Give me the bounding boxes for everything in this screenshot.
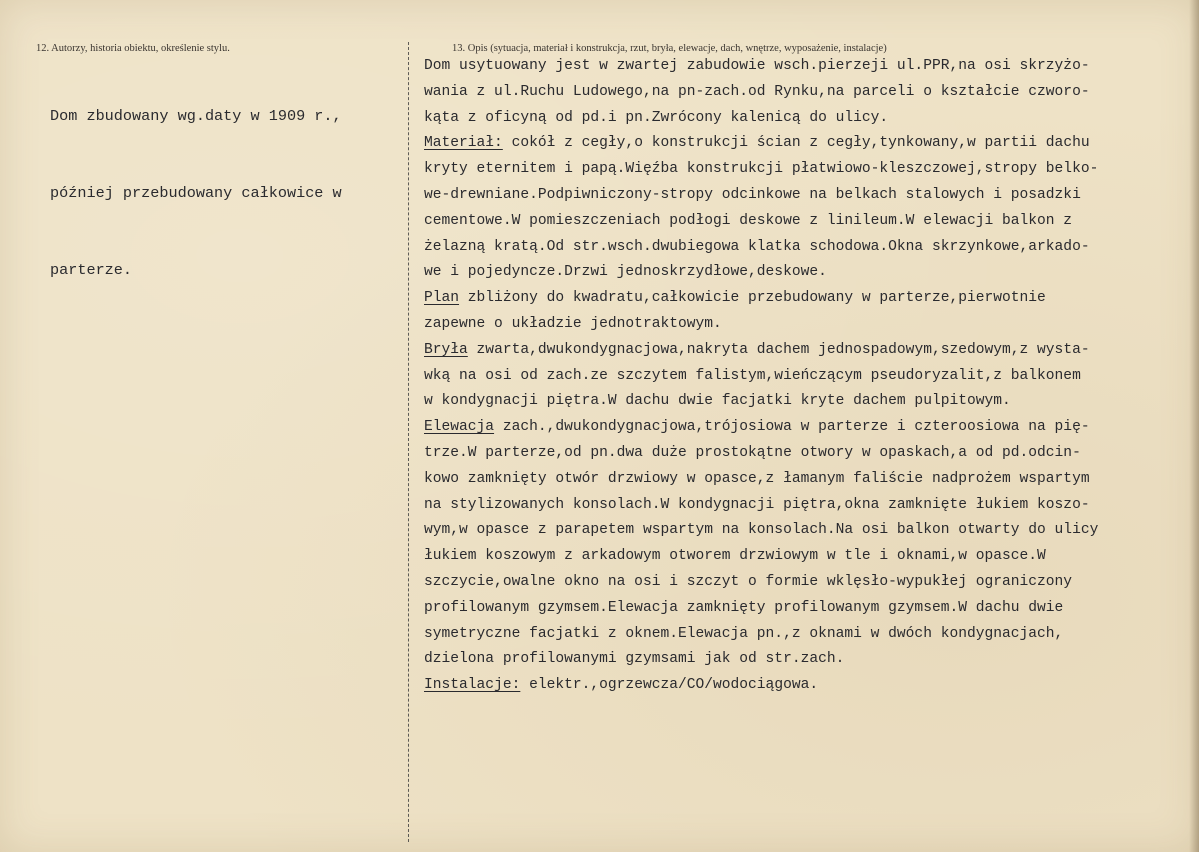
text-line — [424, 131, 1098, 157]
line-text: w kondygnacji piętra.W dachu dwie facjatki kryte dachem pulpitowym. — [424, 393, 1011, 410]
line-text: trze.W parterze,od pn.dwa duże prostokątne otwory w opaskach,a od pd.odcin- — [424, 444, 1081, 461]
text-line — [424, 286, 1098, 312]
text-line — [424, 622, 1098, 648]
text-line — [424, 364, 1098, 390]
line-text: wym,w opasce z parapetem wspartym na konsolach.Na osi balkon otwarty do ulicy — [424, 522, 1099, 539]
text-line — [424, 518, 1098, 544]
line-text: na stylizowanych konsolach.W kondygnacji piętra,okna zamknięte łukiem koszo- — [424, 496, 1090, 513]
text-line — [424, 570, 1098, 596]
text-line — [424, 544, 1098, 570]
column-divider — [408, 42, 409, 842]
line-text: kowo zamknięty otwór drzwiowy w opasce,z łamanym faliście nadprożem wspartym — [424, 470, 1090, 487]
section-12-body — [50, 52, 342, 336]
text-line — [424, 338, 1098, 364]
text-line — [424, 260, 1098, 286]
text-line — [424, 54, 1098, 80]
text-line — [424, 441, 1098, 467]
text-line — [424, 415, 1098, 441]
section-13-header: 13. Opis (sytuacja, materiał i konstrukcja, rzut, bryła, elewacje, dach, wnętrze, wyposażenie, instalacje) — [452, 43, 887, 54]
text-line: później przebudowany całkowice w — [50, 183, 342, 202]
text-line — [424, 106, 1098, 132]
section-12-header: 12. Autorzy, historia obiektu, określenie stylu. — [36, 43, 230, 54]
line-text: we i pojedyncze.Drzwi jednoskrzydłowe,deskowe. — [424, 264, 827, 281]
line-text: symetryczne facjatki z oknem.Elewacja pn.,z oknami w dwóch kondygnacjach, — [424, 625, 1064, 642]
text-line — [424, 596, 1098, 622]
line-text: dzielona profilowanymi gzymsami jak od str.zach. — [424, 651, 845, 668]
section-keyword: Plan — [424, 290, 460, 307]
line-text: zach.,dwukondygnacjowa,trójosiowa w parterze i czteroosiowa na pię- — [494, 419, 1090, 436]
text-line — [424, 157, 1098, 183]
line-text: szczycie,owalne okno na osi i szczyt o formie wklęsło-wypukłej ograniczony — [424, 573, 1073, 590]
line-text: łukiem koszowym z arkadowym otworem drzwiowym w tle i oknami,w opasce.W — [424, 548, 1046, 565]
line-text: wką na osi od zach.ze szczytem falistym,wieńczącym pseudoryzalit,z balkonem — [424, 367, 1081, 384]
text-line — [424, 80, 1098, 106]
text-line — [424, 209, 1098, 235]
line-text: zapewne o układzie jednotraktowym. — [424, 315, 722, 332]
text-line — [424, 389, 1098, 415]
text-line — [424, 235, 1098, 261]
text-line — [424, 647, 1098, 673]
section-keyword: Materiał: — [424, 135, 503, 152]
section-keyword: Bryła — [424, 341, 468, 358]
line-text: cokół z cegły,o konstrukcji ścian z cegły,tynkowany,w partii dachu — [502, 135, 1090, 152]
page-edge-shadow — [1189, 0, 1199, 852]
line-text: zbliżony do kwadratu,całkowicie przebudowany w parterze,pierwotnie — [459, 290, 1046, 307]
text-line — [424, 312, 1098, 338]
text-line — [424, 183, 1098, 209]
line-text: cementowe.W pomieszczeniach podłogi deskowe z linileum.W elewacji balkon z — [424, 212, 1073, 229]
line-text: wania z ul.Ruchu Ludowego,na pn-zach.od Rynku,na parceli o kształcie czworo- — [424, 83, 1090, 100]
text-line — [424, 673, 1098, 699]
section-13-body — [424, 54, 1098, 699]
line-text: Dom usytuowany jest w zwartej zabudowie wsch.pierzeji ul.PPR,na osi skrzyżo- — [424, 58, 1090, 74]
line-text: profilowanym gzymsem.Elewacja zamknięty profilowanym gzymsem.W dachu dwie — [424, 599, 1064, 616]
line-text: żelazną kratą.Od str.wsch.dwubiegowa klatka schodowa.Okna skrzynkowe,arkado- — [424, 238, 1090, 255]
text-line — [424, 467, 1098, 493]
text-line — [424, 493, 1098, 519]
section-keyword: Elewacja — [424, 419, 495, 436]
line-text: kąta z oficyną od pd.i pn.Zwrócony kalenicą do ulicy. — [424, 109, 889, 126]
line-text: elektr.,ogrzewcza/CO/wodociągowa. — [520, 677, 819, 694]
text-line: Dom zbudowany wg.daty w 1909 r., — [50, 106, 342, 125]
section-keyword: Instalacje: — [424, 677, 521, 694]
line-text: kryty eternitem i papą.Więźba konstrukcji płatwiowo-kleszczowej,stropy belko- — [424, 161, 1099, 178]
text-line: parterze. — [50, 261, 133, 280]
line-text: we-drewniane.Podpiwniczony-stropy odcinkowe na belkach stalowych i posadzki — [424, 186, 1081, 203]
line-text: zwarta,dwukondygnacjowa,nakryta dachem jednospadowym,szedowym,z wysta- — [467, 341, 1090, 358]
